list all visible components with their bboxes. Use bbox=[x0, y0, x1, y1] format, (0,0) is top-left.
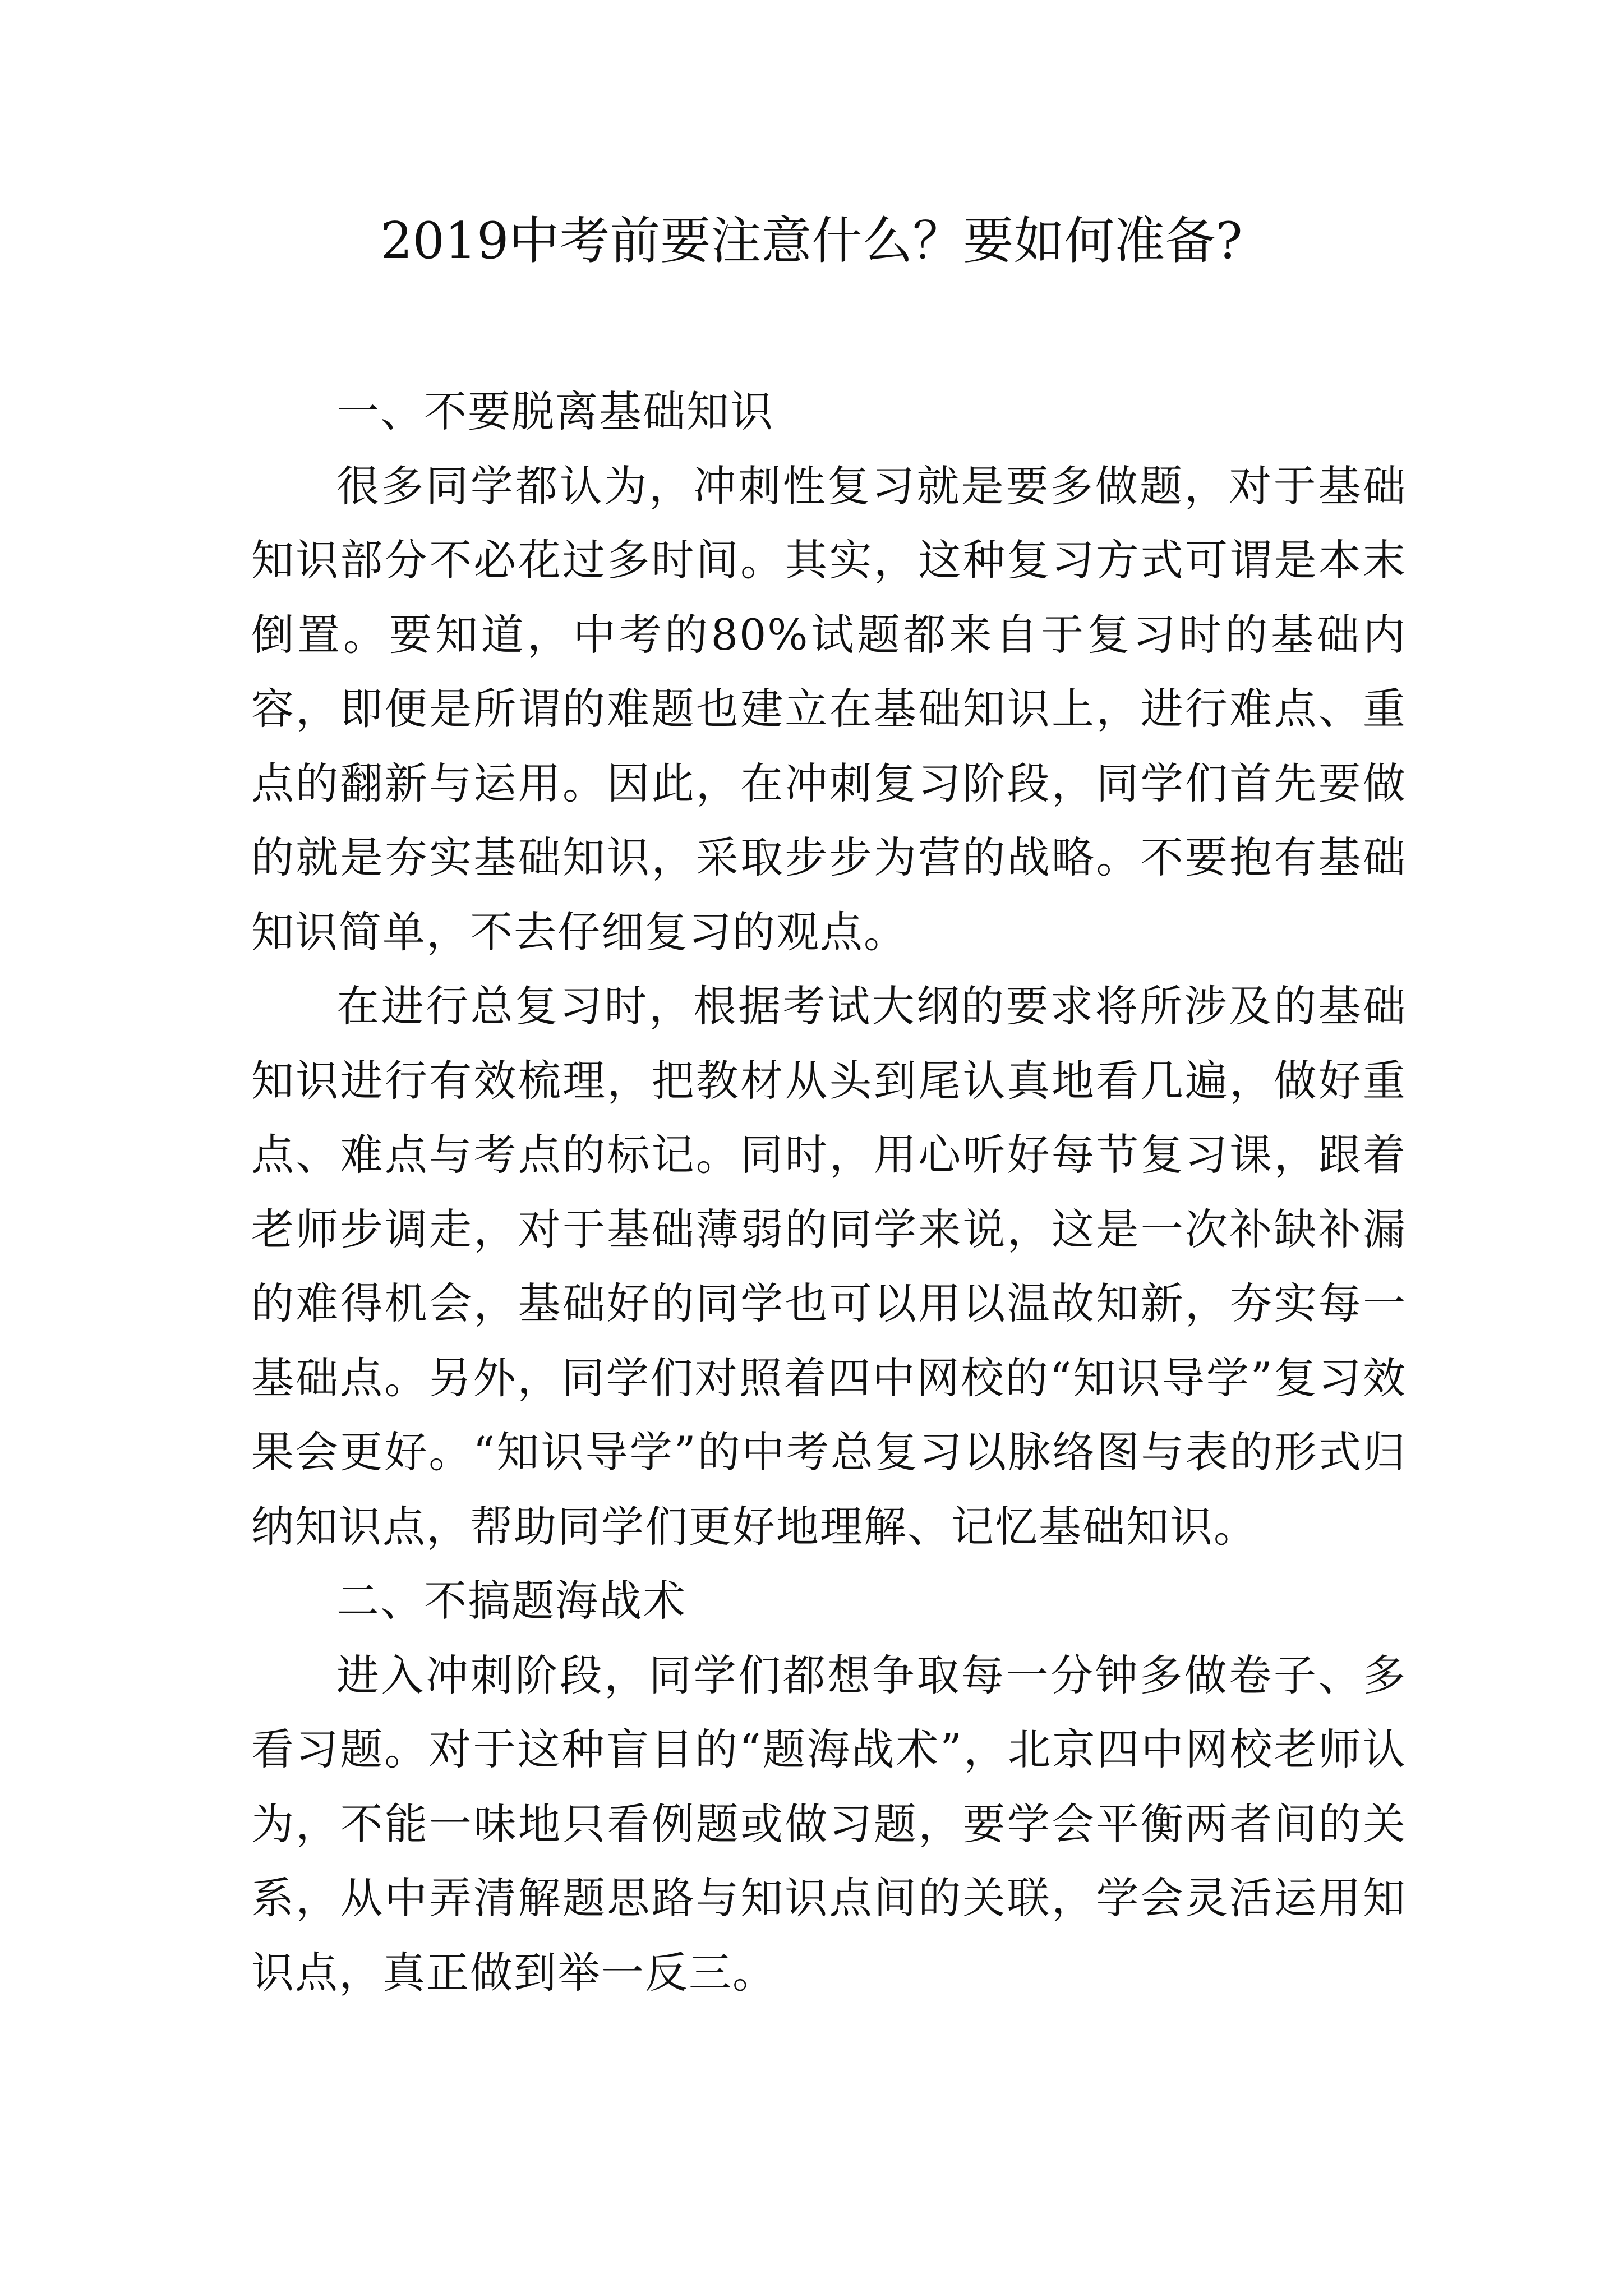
body-paragraph-1: 很多同学都认为，冲刺性复习就是要多做题，对于基础知识部分不必花过多时间。其实，这种复习方式可谓是本末倒置。要知道，中考的80%试题都来自于复习时的基础内容，即便是所谓的难题也建立在基础知识上，进行难点、重点的翻新与运用。因此，在冲刺复习阶段，同学们首先要做的就是夯实基础知识，采取步步为营的战略。不要抱有基础知识简单，不去仔细复习的观点。 bbox=[251, 461, 1407, 957]
document-body bbox=[251, 375, 1407, 2010]
body-paragraph-3: 进入冲刺阶段，同学们都想争取每一分钟多做卷子、多看习题。对于这种盲目的“题海战术”，北京四中网校老师认为，不能一味地只看例题或做习题，要学会平衡两者间的关系，从中弄清解题思路与知识点间的关联，学会灵活运用知识点，真正做到举一反三。 bbox=[251, 1650, 1407, 1998]
section-heading-1: 一、不要脱离基础知识 bbox=[336, 386, 774, 436]
section-heading-2: 二、不搞题海战术 bbox=[336, 1576, 686, 1626]
document-title: 2019中考前要注意什么？要如何准备? bbox=[380, 211, 1243, 270]
body-paragraph-2: 在进行总复习时，根据考试大纲的要求将所涉及的基础知识进行有效梳理，把教材从头到尾认真地看几遍，做好重点、难点与考点的标记。同时，用心听好每节复习课，跟着老师步调走，对于基础薄弱的同学来说，这是一次补缺补漏的难得机会，基础好的同学也可以用以温故知新，夯实每一基础点。另外，同学们对照着四中网校的“知识导学”复习效果会更好。“知识导学”的中考总复习以脉络图与表的形式归纳知识点，帮助同学们更好地理解、记忆基础知识。 bbox=[251, 981, 1407, 1552]
